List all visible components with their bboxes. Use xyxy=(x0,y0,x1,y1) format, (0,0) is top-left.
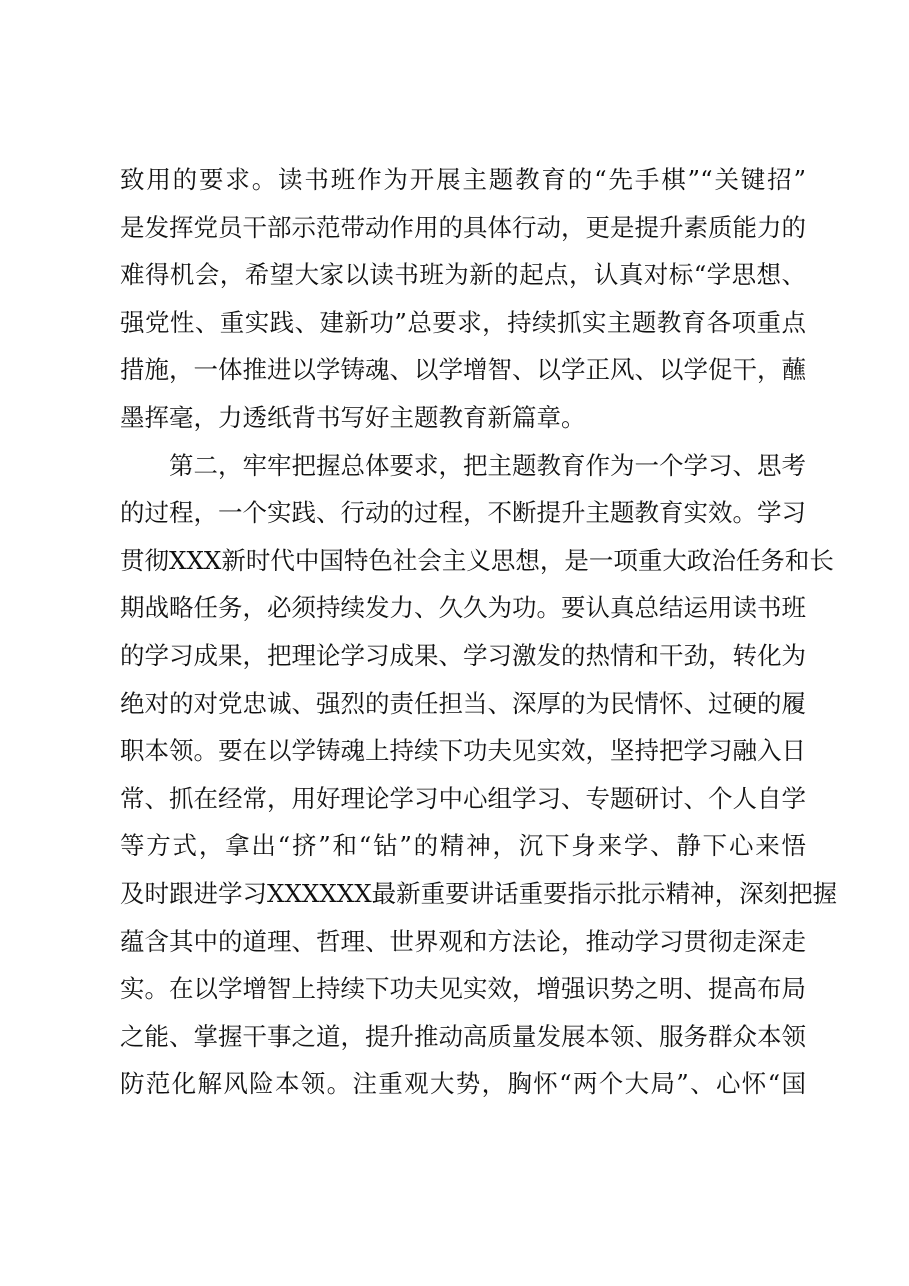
text-line: 难得机会，希望大家以读书班为新的起点，认真对标“学思想、 xyxy=(120,260,806,290)
text-line: 常、抓在经常，用好理论学习中心组学习、专题研讨、个人自学 xyxy=(120,783,806,813)
text-line: 致用的要求。读书班作为开展主题教育的“先手棋”“关键招” xyxy=(120,165,806,194)
text-line: 防范化解风险本领。注重观大势，胸怀“两个大局”、心怀“国 xyxy=(120,1069,806,1099)
paragraph-2 xyxy=(120,442,838,1108)
text-line: 蕴含其中的道理、哲理、世界观和方法论，推动学习贯彻走深走 xyxy=(120,926,806,956)
text-line: 墨挥毫，力透纸背书写好主题教育新篇章。 xyxy=(120,402,586,432)
text-line: 绝对的对党忠诚、强烈的责任担当、深厚的为民情怀、过硬的履 xyxy=(120,688,806,718)
text-line: 之能、掌握干事之道，提升推动高质量发展本领、服务群众本领 xyxy=(120,1021,806,1051)
text-line: 职本领。要在以学铸魂上持续下功夫见实效，坚持把学习融入日 xyxy=(120,736,806,766)
text-line: 及时跟进学习XXXXXX最新重要讲话重要指示批示精神，深刻把握 xyxy=(120,878,838,908)
text-line: 的过程，一个实践、行动的过程，不断提升主题教育实效。学习 xyxy=(120,498,806,528)
document-page xyxy=(120,156,838,1108)
text-line: 第二，牢牢把握总体要求，把主题教育作为一个学习、思考 xyxy=(169,450,806,480)
text-line: 的学习成果，把理论学习成果、学习激发的热情和干劲，转化为 xyxy=(120,640,806,670)
text-line: 是发挥党员干部示范带动作用的具体行动，更是提升素质能力的 xyxy=(120,212,806,242)
text-line: 贯彻XXX新时代中国特色社会主义思想，是一项重大政治任务和长 xyxy=(120,545,834,575)
text-line: 等方式，拿出“挤”和“钻”的精神，沉下身来学、静下心来悟 xyxy=(120,831,806,861)
text-line: 强党性、重实践、建新功”总要求，持续抓实主题教育各项重点 xyxy=(120,307,806,337)
text-line: 期战略任务，必须持续发力、久久为功。要认真总结运用读书班 xyxy=(120,593,806,623)
paragraph-1 xyxy=(120,156,806,442)
text-line: 措施，一体推进以学铸魂、以学增智、以学正风、以学促干，蘸 xyxy=(120,355,806,385)
text-line: 实。在以学增智上持续下功夫见实效，增强识势之明、提高布局 xyxy=(120,974,806,1004)
